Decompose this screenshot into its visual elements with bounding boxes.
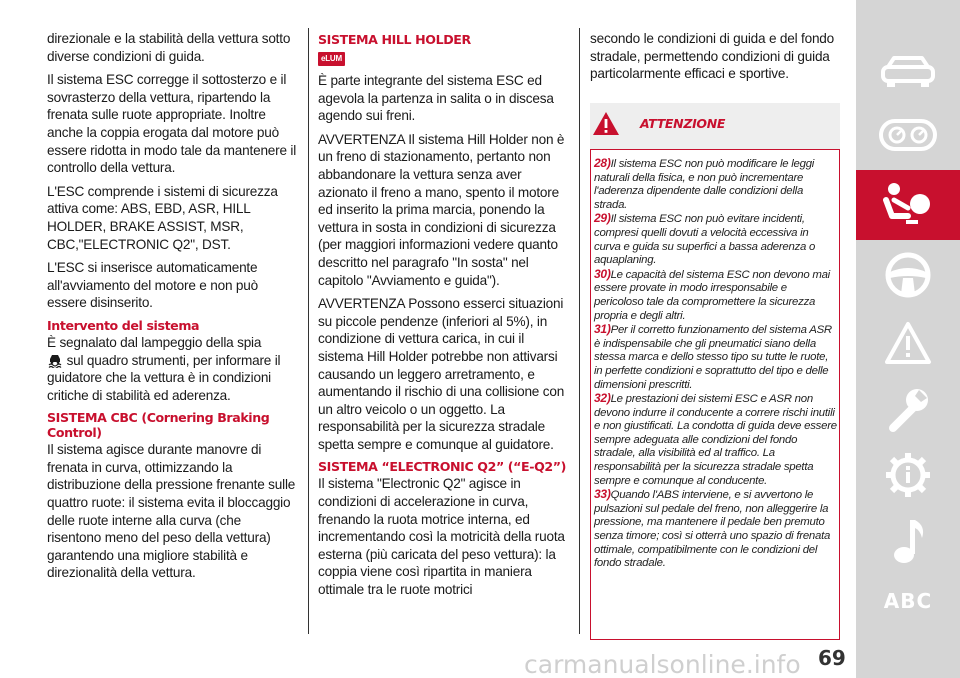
sidebar-item-safety[interactable]	[856, 170, 960, 240]
warning-number: 28)	[594, 156, 611, 170]
column-1	[47, 30, 297, 588]
warning-item	[594, 488, 838, 571]
gear-info-icon	[883, 450, 933, 500]
warning-triangle-icon	[883, 320, 933, 366]
paragraph: L'ESC comprende i sistemi di sicurezza attiva come: ABS, EBD, ASR, HILL HOLDER, BRAKE ASSIST, MSR, CBC,"ELECTRONIC Q2", DST.	[47, 183, 278, 252]
warning-text: Il sistema ESC non può modificare le leggi naturali della fisica, e non può incrementare l'aderenza dipendente dalle condizioni della strada.	[594, 158, 815, 211]
warning-text: Le capacità del sistema ESC non devono mai essere provate in modo irresponsabile e pericoloso tale da compromettere la sicurezza propria e degli altri.	[594, 268, 830, 322]
paragraph: secondo le condizioni di guida e del fondo stradale, permettendo condizioni di guida particolarmente efficaci e sportive.	[590, 31, 835, 82]
paragraph: L'ESC si inserisce automaticamente all'avviamento del motore e non può essere disinserito.	[47, 260, 258, 311]
column-2	[318, 30, 572, 605]
warning-text: Per il corretto funzionamento del sistema ASR è indispensabile che gli pneumatici siano della stessa marca e dello stesso tipo su tutte le ruote, in perfette condizioni e soprattutto del tipo e delle dimensioni prescritti.	[594, 324, 832, 391]
warning-item	[594, 323, 838, 392]
wrench-icon	[883, 384, 933, 434]
music-note-icon	[886, 516, 930, 566]
warning-item	[594, 392, 838, 488]
warning-triangle-icon	[591, 110, 621, 137]
sidebar-item-specs[interactable]	[856, 440, 960, 510]
warning-item	[594, 268, 838, 323]
sidebar-item-maintenance[interactable]	[856, 374, 960, 444]
warning-number: 32)	[594, 391, 611, 406]
heading-cbc: SISTEMA CBC (Cornering Braking Control)	[47, 410, 270, 441]
airbag-seat-icon	[878, 180, 938, 230]
paragraph: Il sistema ESC corregge il sottosterzo e il sovrasterzo della vettura, ripartendo la frenata sulle ruote appropriate. Inoltre anche la coppia erogata dal motore può essere ridotta in modo tale da mantenere il controllo della vettura.	[47, 72, 297, 176]
sidebar-item-driving[interactable]	[856, 240, 960, 310]
chapter-sidebar	[856, 0, 960, 678]
elum-tag-icon: eLUM	[318, 52, 345, 66]
paragraph-text: sul quadro strumenti, per informare il guidatore che la vettura è in condizioni critiche di stabilità ed aderenza.	[47, 352, 281, 403]
paragraph: AVVERTENZA Il sistema Hill Holder non è un freno di stazionamento, pertanto non abbandonare la vettura senza aver azionato il freno a mano, spento il motore ed inserito la prima marcia, ponendo la vettura in sosta in condizioni di sicurezza (per maggiori informazioni vedere quanto descritto nel paragrafo "In sosta" nel capitolo "Avviamento e guida").	[318, 131, 565, 288]
warning-number: 29)	[594, 211, 611, 226]
heading-hill-holder: SISTEMA HILL HOLDER	[318, 32, 471, 47]
sidebar-item-index[interactable]	[856, 566, 960, 636]
heading-electronic-q2: SISTEMA “ELECTRONIC Q2” (“E-Q2”)	[318, 459, 566, 475]
paragraph	[47, 334, 297, 404]
sidebar-abc-label: ABC	[883, 589, 933, 613]
warning-text: Quando l'ABS interviene, e si avvertono le pulsazioni sul pedale del freno, non alleggerire la pressione, ma mantenere il pedale ben premuto senza timore; così si otterrà uno spazio di frenata ottimale, compatibilmente con le condizioni del fondo stradale.	[594, 489, 831, 570]
watermark: carmanualsonline.info	[524, 650, 801, 678]
car-icon	[878, 51, 938, 91]
paragraph-text: È segnalato dal lampeggio della spia	[47, 334, 262, 350]
paragraph: direzionale e la stabilità della vettura sotto diverse condizioni di guida.	[47, 31, 291, 64]
paragraph: Il sistema "Electronic Q2" agisce in condizioni di accelerazione in curva, frenando la ruota motrice interna, ed incrementando così la motricità della ruota esterna (più caricata del peso vettura): la coppia viene così ripartita in maniera ottimale tra le ruote motrici	[318, 476, 565, 598]
warning-list	[594, 157, 838, 571]
esc-warning-light-icon	[47, 353, 63, 368]
column-3	[590, 30, 842, 89]
warning-number: 31)	[594, 322, 611, 337]
page-number: 69	[818, 646, 846, 670]
column-divider	[579, 28, 580, 634]
steering-wheel-icon	[883, 250, 933, 300]
warning-text: Le prestazioni dei sistemi ESC e ASR non devono indurre il conducente a correre rischi inutili e non giustificati. La condotta di guida deve essere sempre adeguata alle condizioni del fondo stradale, alla visibilità ed al traffico. La responsabilità per la sicurezza stradale spetta sempre e comunque al conducente.	[594, 393, 837, 487]
column-divider	[308, 28, 309, 634]
sidebar-item-emergency[interactable]	[856, 308, 960, 378]
heading-intervento: Intervento del sistema	[47, 317, 200, 333]
sidebar-item-dashboard[interactable]	[856, 100, 960, 170]
warning-number: 33)	[594, 487, 611, 502]
sidebar-item-car[interactable]	[856, 36, 960, 106]
dashboard-gauge-icon	[878, 118, 938, 152]
warning-item	[594, 212, 838, 267]
warning-item	[594, 157, 838, 212]
warning-title: ATTENZIONE	[640, 116, 726, 131]
warning-number: 30)	[594, 266, 611, 281]
paragraph: AVVERTENZA Possono esserci situazioni su piccole pendenze (inferiori al 5%), in condizione di vettura carica, in cui il sistema Hill Holder potrebbe non attivarsi causando un leggero arretramento, e aumentando il rischio di una collisione con un altro veicolo o un oggetto. La responsabilità per la sicurezza stradale spetta sempre e comunque al guidatore.	[318, 296, 565, 452]
paragraph: Il sistema agisce durante manovre di frenata in curva, ottimizzando la distribuzione della pressione frenante sulle quattro ruote: il sistema evita il bloccaggio delle ruote interne alla curva (che risentono meno del peso della vettura) garantendo una migliore stabilità e direzionalità della vettura.	[47, 442, 296, 581]
paragraph: È parte integrante del sistema ESC ed agevola la partenza in salita o in discesa agendo sui freni.	[318, 73, 554, 124]
warning-text: Il sistema ESC non può evitare incidenti, compresi quelli dovuti a velocità eccessiva in curva e guida su superfici a bassa aderenza o aquaplaning.	[594, 213, 816, 267]
